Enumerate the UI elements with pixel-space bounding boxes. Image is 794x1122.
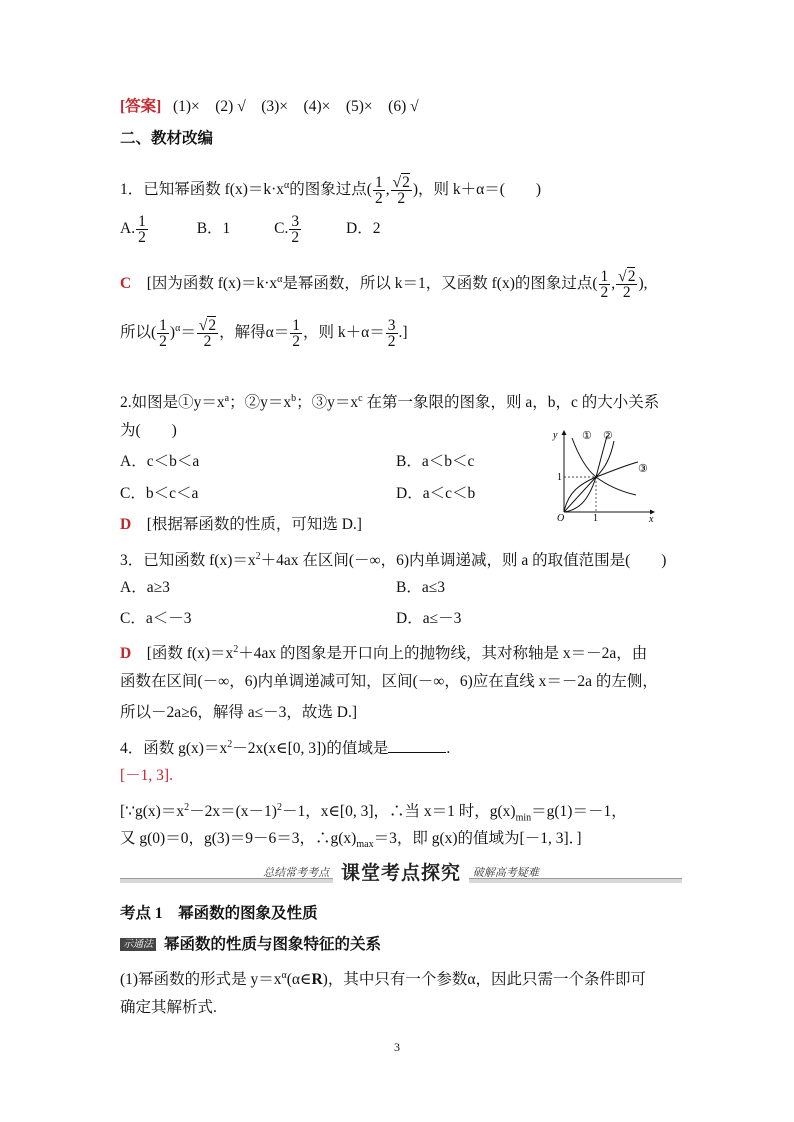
q2-solution: D [根据幂函数的性质，可知选 D.]: [120, 516, 362, 533]
power-function-graph: [548, 424, 660, 522]
tongfa-heading: [120, 935, 381, 955]
q4-stem: 4．函数 $g(x)=x^2-2x(x\in[0$, 3])的值域是 .: [120, 739, 451, 758]
curve-3: [564, 462, 638, 512]
section-header-left: 总结常考考点: [263, 867, 330, 879]
q2-option-d: D．a＜c＜b: [396, 485, 476, 502]
curve-label-2: ②: [603, 430, 613, 442]
section-title: 二、教材改编: [120, 130, 214, 147]
tongfa-tag: 示通法: [120, 938, 156, 951]
q1-sqrt-frac: $\frac{√2}{2}$: [392, 174, 410, 208]
q4-solution-line2: 又 g(0)＝0，g(3)＝9－6＝3，$\therefore g(x)_{max}=3$，即 g(x)的值域为[－1, 3]．]: [120, 830, 582, 851]
curve-label-1: ①: [582, 430, 592, 442]
kaodian-title: 考点 1 幂函数的图象及性质: [120, 905, 318, 922]
curve-label-3: ③: [638, 463, 648, 475]
y-tick-1: 1: [557, 472, 562, 483]
q2-stem-line1: 2.如图是$①y=x^a$；$②y=x^b$；$③y=x^c$ 在第一象限的图象，则 a，b，c 的大小关系: [120, 393, 660, 412]
q2-option-c: C．b＜c＜a: [120, 485, 199, 502]
tongfa-para-line1: (1)幂函数的形式是 $y=x^\alpha(\alpha\in R)$，其中只有一个参数α，因此只需一个条件即可: [120, 970, 646, 989]
curve-1: [564, 436, 607, 512]
q3-solution-line1: D [函数 $f(x)=x^2+4ax$ 的图象是开口向上的抛物线，其对称轴是 x＝－2a，由: [120, 644, 648, 663]
x-axis-label: x: [649, 514, 654, 522]
q4-blank: [388, 738, 446, 753]
q3-option-d: D．a≤－3: [396, 610, 462, 627]
q3-option-a: A．a≥3: [120, 579, 170, 596]
page-number: 3: [394, 1040, 400, 1054]
q1-solution-line1: C [因为函数 $f(x)=k\cdot x^\alpha$是幂函数，所以 k＝1，又函数 f(x)的图象过点( $\frac{1}{2}$ , $\frac{√2}{2}$ ),: [120, 268, 648, 302]
q3-solution-line2: 函数在区间(－∞，6)内单调递减可知，区间(－∞，6)应在直线 x＝－2a 的左侧，: [120, 673, 658, 690]
q2-option-b: B．a＜b＜c: [396, 453, 475, 470]
q2-stem-line2: 为( ): [120, 422, 177, 439]
y-axis-label: y: [553, 430, 558, 441]
tongfa-para-line2: 确定其解析式.: [120, 999, 217, 1016]
q3-option-b: B．a≤3: [396, 579, 445, 596]
section-header: [120, 858, 682, 888]
tongfa-title: 幂函数的性质与图象特征的关系: [164, 936, 382, 953]
answer-tag: [答案]: [120, 98, 162, 115]
q3-solution-line3: 所以－2a≥6，解得 a≤－3，故选 D.]: [120, 704, 358, 721]
q3-option-c: C．a＜－3: [120, 610, 192, 627]
q3-stem: 3．已知函数 $f(x)=x^2+4ax$ 在区间(－∞，6)内单调递减，则 a 的取值范围是( ): [120, 551, 667, 570]
q1-solution-line2: 所以( $\frac{1}{2}$ )$^\alpha$＝ $\frac{√2}{2}$ ，解得α＝ $\frac{1}{2}$ ，则 k＋α＝ $\frac{3}{2}$ .]: [120, 317, 408, 351]
q4-answer: [－1, 3].: [120, 767, 173, 784]
answer-line: [120, 97, 419, 117]
q4-solution-line1: [$\because g(x)=x^2-2x=(x-1)^2-1$，x∈[0, 3]，∴当 x＝1 时，$g(x)_{min}=g(1)=-1$，: [120, 802, 627, 824]
curve-2: [564, 441, 614, 512]
section-header-main: 课堂考点探究: [333, 862, 469, 884]
origin-label: O: [557, 513, 565, 522]
q1-frac: $\frac{1}{2}$: [374, 174, 383, 208]
section-header-right: 破解高考疑难: [472, 867, 539, 879]
answer-items: (1)× (2) √ (3)× (4)× (5)× (6) √: [172, 98, 419, 115]
q1-stem: 1．已知幂函数 $f(x)=k\cdot x^\alpha$的图象过点( $\frac{1}{2}$ , $\frac{√2}{2}$ )，则 k＋α＝( ): [120, 174, 542, 208]
q1-options: A. $\frac{1}{2}$ B．1 C. $\frac{3}{2}$ D．2: [120, 212, 381, 246]
x-tick-1: 1: [593, 513, 598, 522]
q2-option-a: A．c＜b＜a: [120, 453, 200, 470]
